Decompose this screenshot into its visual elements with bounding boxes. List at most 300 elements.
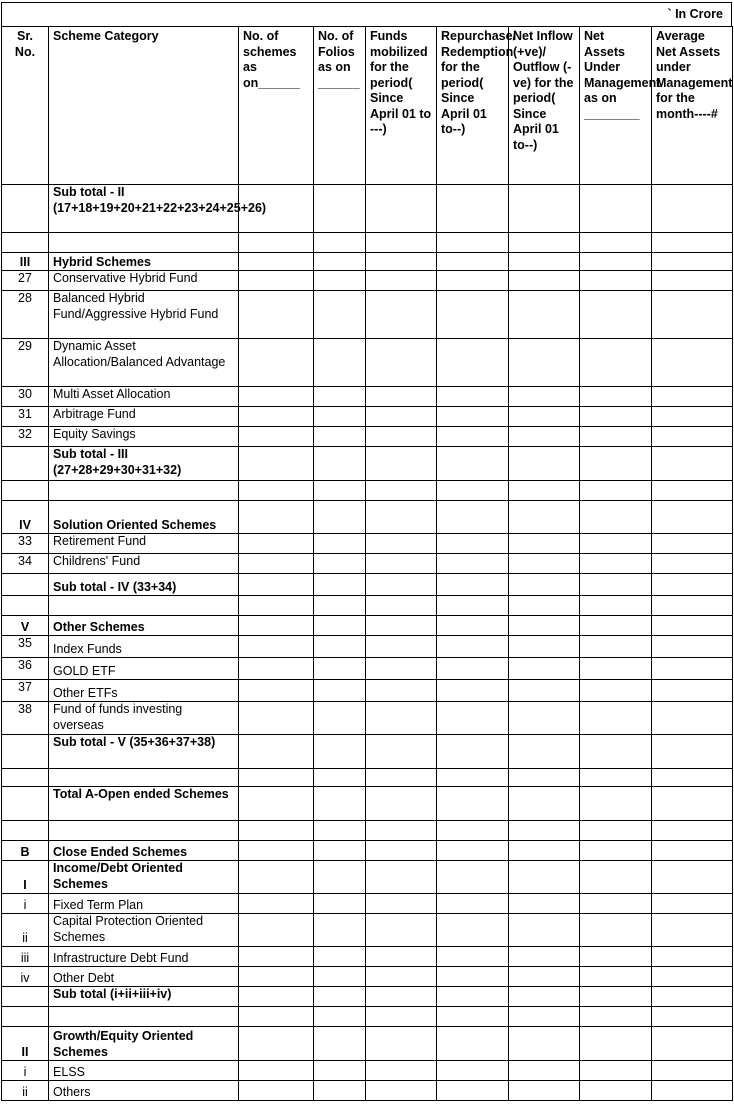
row-category: Income/Debt Oriented Schemes xyxy=(49,861,239,894)
data-cell xyxy=(366,291,437,339)
data-cell xyxy=(509,1081,580,1101)
table-row xyxy=(2,407,733,427)
data-cell xyxy=(314,253,366,271)
data-cell xyxy=(652,894,733,914)
data-cell xyxy=(580,554,652,574)
data-cell xyxy=(580,1027,652,1061)
spacer-row xyxy=(2,481,733,501)
row-category: Others xyxy=(49,1081,239,1101)
data-cell xyxy=(652,1007,733,1027)
data-cell xyxy=(652,861,733,894)
data-cell xyxy=(366,658,437,680)
subtotal-row xyxy=(2,735,733,769)
data-cell xyxy=(652,596,733,616)
data-cell xyxy=(509,987,580,1007)
data-cell xyxy=(509,769,580,787)
data-cell xyxy=(437,233,509,253)
data-cell xyxy=(652,967,733,987)
data-cell xyxy=(314,1081,366,1101)
data-cell xyxy=(437,787,509,821)
data-cell xyxy=(509,636,580,658)
data-cell xyxy=(652,447,733,481)
data-cell xyxy=(652,253,733,271)
row-sr xyxy=(2,821,49,841)
data-cell xyxy=(652,1027,733,1061)
row-sr xyxy=(2,233,49,253)
data-cell xyxy=(437,501,509,534)
data-cell xyxy=(314,339,366,387)
row-sr: III xyxy=(2,253,49,271)
data-cell xyxy=(239,574,314,596)
data-cell xyxy=(437,987,509,1007)
header-no-of-schemes: No. of schemes as on______ xyxy=(239,27,314,185)
data-cell xyxy=(509,735,580,769)
data-cell xyxy=(314,481,366,501)
data-cell xyxy=(509,501,580,534)
data-cell xyxy=(580,894,652,914)
data-cell xyxy=(580,185,652,233)
data-cell xyxy=(366,387,437,407)
data-cell xyxy=(580,967,652,987)
data-cell xyxy=(366,616,437,636)
data-cell xyxy=(239,253,314,271)
data-cell xyxy=(314,271,366,291)
row-sr: ii xyxy=(2,914,49,947)
table-row xyxy=(2,554,733,574)
data-cell xyxy=(314,574,366,596)
data-cell xyxy=(239,636,314,658)
row-sr: i xyxy=(2,894,49,914)
header-row xyxy=(2,27,733,185)
row-category: Other Debt xyxy=(49,967,239,987)
data-cell xyxy=(239,894,314,914)
section-row xyxy=(2,1027,733,1061)
data-cell xyxy=(580,636,652,658)
row-category: Sub total - II (17+18+19+20+21+22+23+24+25+26) xyxy=(49,185,239,233)
data-cell xyxy=(580,574,652,596)
data-cell xyxy=(239,501,314,534)
data-cell xyxy=(239,987,314,1007)
data-cell xyxy=(509,554,580,574)
data-cell xyxy=(314,233,366,253)
data-cell xyxy=(652,841,733,861)
data-cell xyxy=(366,185,437,233)
row-category xyxy=(49,1007,239,1027)
data-cell xyxy=(652,291,733,339)
data-cell xyxy=(652,481,733,501)
data-cell xyxy=(580,1007,652,1027)
header-repurchase: Repurchase/ Redemption for the period( Since April 01 to--) xyxy=(437,27,509,185)
data-cell xyxy=(509,387,580,407)
data-cell xyxy=(314,787,366,821)
row-category: Other ETFs xyxy=(49,680,239,702)
row-sr: 31 xyxy=(2,407,49,427)
data-cell xyxy=(437,185,509,233)
data-cell xyxy=(509,185,580,233)
spacer-row xyxy=(2,1007,733,1027)
data-cell xyxy=(239,596,314,616)
data-cell xyxy=(366,271,437,291)
data-cell xyxy=(509,787,580,821)
data-cell xyxy=(437,407,509,427)
data-cell xyxy=(366,821,437,841)
row-sr xyxy=(2,481,49,501)
row-sr xyxy=(2,735,49,769)
data-cell xyxy=(239,271,314,291)
data-cell xyxy=(652,554,733,574)
table-row xyxy=(2,967,733,987)
data-cell xyxy=(437,967,509,987)
section-row xyxy=(2,841,733,861)
data-cell xyxy=(652,233,733,253)
data-cell xyxy=(314,680,366,702)
data-cell xyxy=(652,427,733,447)
data-cell xyxy=(580,271,652,291)
data-cell xyxy=(652,787,733,821)
data-cell xyxy=(652,1061,733,1081)
subtotal-row xyxy=(2,447,733,481)
data-cell xyxy=(437,769,509,787)
data-cell xyxy=(239,967,314,987)
data-cell xyxy=(509,702,580,735)
data-cell xyxy=(366,841,437,861)
data-cell xyxy=(314,987,366,1007)
row-category: Sub total - IV (33+34) xyxy=(49,574,239,596)
row-category: Dynamic Asset Allocation/Balanced Advantage xyxy=(49,339,239,387)
data-cell xyxy=(437,447,509,481)
data-cell xyxy=(509,481,580,501)
data-cell xyxy=(652,636,733,658)
data-cell xyxy=(509,291,580,339)
data-cell xyxy=(366,339,437,387)
data-cell xyxy=(239,339,314,387)
header-avg-net-assets: Average Net Assets under Management for the month----# xyxy=(652,27,733,185)
data-cell xyxy=(314,914,366,947)
data-cell xyxy=(580,769,652,787)
data-cell xyxy=(366,680,437,702)
data-cell xyxy=(580,427,652,447)
data-cell xyxy=(437,1061,509,1081)
data-cell xyxy=(652,821,733,841)
row-sr: i xyxy=(2,1061,49,1081)
data-cell xyxy=(652,501,733,534)
data-cell xyxy=(580,339,652,387)
data-cell xyxy=(509,914,580,947)
data-cell xyxy=(366,481,437,501)
table-row xyxy=(2,271,733,291)
data-cell xyxy=(314,596,366,616)
data-cell xyxy=(580,447,652,481)
data-cell xyxy=(652,658,733,680)
data-cell xyxy=(366,987,437,1007)
row-sr: V xyxy=(2,616,49,636)
data-cell xyxy=(580,616,652,636)
data-cell xyxy=(239,769,314,787)
data-cell xyxy=(239,680,314,702)
data-cell xyxy=(580,233,652,253)
data-cell xyxy=(366,1061,437,1081)
row-category: Multi Asset Allocation xyxy=(49,387,239,407)
data-cell xyxy=(314,894,366,914)
data-cell xyxy=(437,861,509,894)
row-sr xyxy=(2,596,49,616)
row-category: ELSS xyxy=(49,1061,239,1081)
table-row xyxy=(2,658,733,680)
row-sr: 30 xyxy=(2,387,49,407)
row-category: Arbitrage Fund xyxy=(49,407,239,427)
data-cell xyxy=(509,1061,580,1081)
data-cell xyxy=(509,1027,580,1061)
table-row xyxy=(2,291,733,339)
data-cell xyxy=(652,769,733,787)
data-cell xyxy=(239,554,314,574)
data-cell xyxy=(366,894,437,914)
data-cell xyxy=(437,841,509,861)
data-cell xyxy=(509,861,580,894)
data-cell xyxy=(652,534,733,554)
data-cell xyxy=(314,1061,366,1081)
data-cell xyxy=(239,841,314,861)
data-cell xyxy=(366,574,437,596)
data-cell xyxy=(366,735,437,769)
row-category: Childrens' Fund xyxy=(49,554,239,574)
data-cell xyxy=(437,894,509,914)
row-category xyxy=(49,821,239,841)
data-cell xyxy=(239,914,314,947)
data-cell xyxy=(652,387,733,407)
row-sr xyxy=(2,574,49,596)
data-cell xyxy=(437,702,509,735)
data-cell xyxy=(652,1081,733,1101)
row-sr: 35 xyxy=(2,636,49,658)
row-category: Hybrid Schemes xyxy=(49,253,239,271)
data-cell xyxy=(437,680,509,702)
data-cell xyxy=(239,616,314,636)
data-cell xyxy=(239,787,314,821)
data-cell xyxy=(580,841,652,861)
data-cell xyxy=(437,271,509,291)
row-category: Other Schemes xyxy=(49,616,239,636)
data-cell xyxy=(239,427,314,447)
data-cell xyxy=(580,596,652,616)
data-cell xyxy=(580,987,652,1007)
row-category: Retirement Fund xyxy=(49,534,239,554)
data-cell xyxy=(366,501,437,534)
table-row xyxy=(2,339,733,387)
data-cell xyxy=(239,534,314,554)
row-sr: ii xyxy=(2,1081,49,1101)
data-cell xyxy=(580,787,652,821)
data-cell xyxy=(652,702,733,735)
data-cell xyxy=(314,735,366,769)
data-cell xyxy=(652,680,733,702)
row-category: GOLD ETF xyxy=(49,658,239,680)
row-category: Sub total (i+ii+iii+iv) xyxy=(49,987,239,1007)
row-sr xyxy=(2,787,49,821)
data-cell xyxy=(437,821,509,841)
section-row xyxy=(2,616,733,636)
row-sr: 28 xyxy=(2,291,49,339)
row-sr: 32 xyxy=(2,427,49,447)
data-cell xyxy=(652,735,733,769)
data-cell xyxy=(314,427,366,447)
table-row xyxy=(2,894,733,914)
data-cell xyxy=(580,1081,652,1101)
data-cell xyxy=(437,1007,509,1027)
data-cell xyxy=(580,861,652,894)
row-sr: 27 xyxy=(2,271,49,291)
row-category: Solution Oriented Schemes xyxy=(49,501,239,534)
data-cell xyxy=(437,253,509,271)
data-cell xyxy=(366,636,437,658)
data-cell xyxy=(437,534,509,554)
section-row xyxy=(2,253,733,271)
data-cell xyxy=(239,861,314,894)
data-cell xyxy=(580,501,652,534)
row-category: Equity Savings xyxy=(49,427,239,447)
data-cell xyxy=(509,253,580,271)
row-sr: II xyxy=(2,1027,49,1061)
data-cell xyxy=(580,914,652,947)
row-sr: 33 xyxy=(2,534,49,554)
data-cell xyxy=(437,1027,509,1061)
data-cell xyxy=(239,702,314,735)
data-cell xyxy=(239,291,314,339)
header-net-assets: Net Assets Under Management as on ________ xyxy=(580,27,652,185)
row-category: Close Ended Schemes xyxy=(49,841,239,861)
row-sr: 34 xyxy=(2,554,49,574)
table-row xyxy=(2,387,733,407)
header-sr-no: Sr. No. xyxy=(2,27,49,185)
data-cell xyxy=(239,233,314,253)
row-sr xyxy=(2,185,49,233)
spacer-row xyxy=(2,821,733,841)
data-cell xyxy=(580,407,652,427)
data-cell xyxy=(580,735,652,769)
unit-label: ` In Crore xyxy=(1,2,732,26)
spacer-row xyxy=(2,769,733,787)
data-cell xyxy=(509,534,580,554)
data-cell xyxy=(437,387,509,407)
row-sr: B xyxy=(2,841,49,861)
data-cell xyxy=(366,596,437,616)
data-cell xyxy=(509,947,580,967)
data-cell xyxy=(437,291,509,339)
table-row xyxy=(2,427,733,447)
table-row xyxy=(2,534,733,554)
section-row xyxy=(2,861,733,894)
row-category xyxy=(49,596,239,616)
data-cell xyxy=(366,947,437,967)
data-cell xyxy=(239,1081,314,1101)
table-row xyxy=(2,914,733,947)
data-cell xyxy=(314,658,366,680)
data-cell xyxy=(314,185,366,233)
data-cell xyxy=(580,947,652,967)
row-category: Total A-Open ended Schemes xyxy=(49,787,239,821)
data-cell xyxy=(239,1061,314,1081)
table-row xyxy=(2,1081,733,1101)
data-cell xyxy=(652,574,733,596)
data-cell xyxy=(580,702,652,735)
row-sr xyxy=(2,987,49,1007)
data-cell xyxy=(366,769,437,787)
data-cell xyxy=(239,735,314,769)
data-cell xyxy=(437,481,509,501)
data-cell xyxy=(366,233,437,253)
data-cell xyxy=(437,596,509,616)
data-cell xyxy=(509,680,580,702)
data-cell xyxy=(314,821,366,841)
data-cell xyxy=(239,1007,314,1027)
data-cell xyxy=(509,427,580,447)
data-cell xyxy=(580,534,652,554)
data-cell xyxy=(652,947,733,967)
data-cell xyxy=(437,636,509,658)
data-cell xyxy=(580,658,652,680)
data-cell xyxy=(509,407,580,427)
row-category xyxy=(49,769,239,787)
data-cell xyxy=(366,253,437,271)
data-cell xyxy=(580,821,652,841)
header-net-inflow: Net Inflow (+ve)/ Outflow (-ve) for the period( Since April 01 to--) xyxy=(509,27,580,185)
total-row xyxy=(2,787,733,821)
table-row xyxy=(2,1061,733,1081)
data-cell xyxy=(437,427,509,447)
row-sr: 37 xyxy=(2,680,49,702)
data-cell xyxy=(314,967,366,987)
data-cell xyxy=(509,1007,580,1027)
row-category xyxy=(49,481,239,501)
data-cell xyxy=(314,501,366,534)
subtotal-row xyxy=(2,185,733,233)
data-cell xyxy=(314,1027,366,1061)
header-scheme-category: Scheme Category xyxy=(49,27,239,185)
data-cell xyxy=(652,914,733,947)
data-cell xyxy=(509,271,580,291)
row-sr xyxy=(2,769,49,787)
data-cell xyxy=(509,339,580,387)
data-cell xyxy=(437,947,509,967)
data-cell xyxy=(366,554,437,574)
table-row xyxy=(2,636,733,658)
data-cell xyxy=(652,185,733,233)
data-cell xyxy=(509,821,580,841)
spacer-row xyxy=(2,233,733,253)
data-cell xyxy=(437,616,509,636)
data-cell xyxy=(366,1081,437,1101)
data-cell xyxy=(437,554,509,574)
data-cell xyxy=(366,787,437,821)
row-category: Capital Protection Oriented Schemes xyxy=(49,914,239,947)
data-cell xyxy=(314,554,366,574)
data-cell xyxy=(239,407,314,427)
data-cell xyxy=(652,271,733,291)
data-cell xyxy=(314,841,366,861)
data-cell xyxy=(366,447,437,481)
data-cell xyxy=(314,769,366,787)
row-category: Fixed Term Plan xyxy=(49,894,239,914)
row-category xyxy=(49,233,239,253)
data-cell xyxy=(509,596,580,616)
row-sr xyxy=(2,447,49,481)
data-cell xyxy=(366,914,437,947)
row-category: Growth/Equity Oriented Schemes xyxy=(49,1027,239,1061)
subtotal-row xyxy=(2,987,733,1007)
data-cell xyxy=(580,1061,652,1081)
data-cell xyxy=(366,407,437,427)
table-row xyxy=(2,680,733,702)
